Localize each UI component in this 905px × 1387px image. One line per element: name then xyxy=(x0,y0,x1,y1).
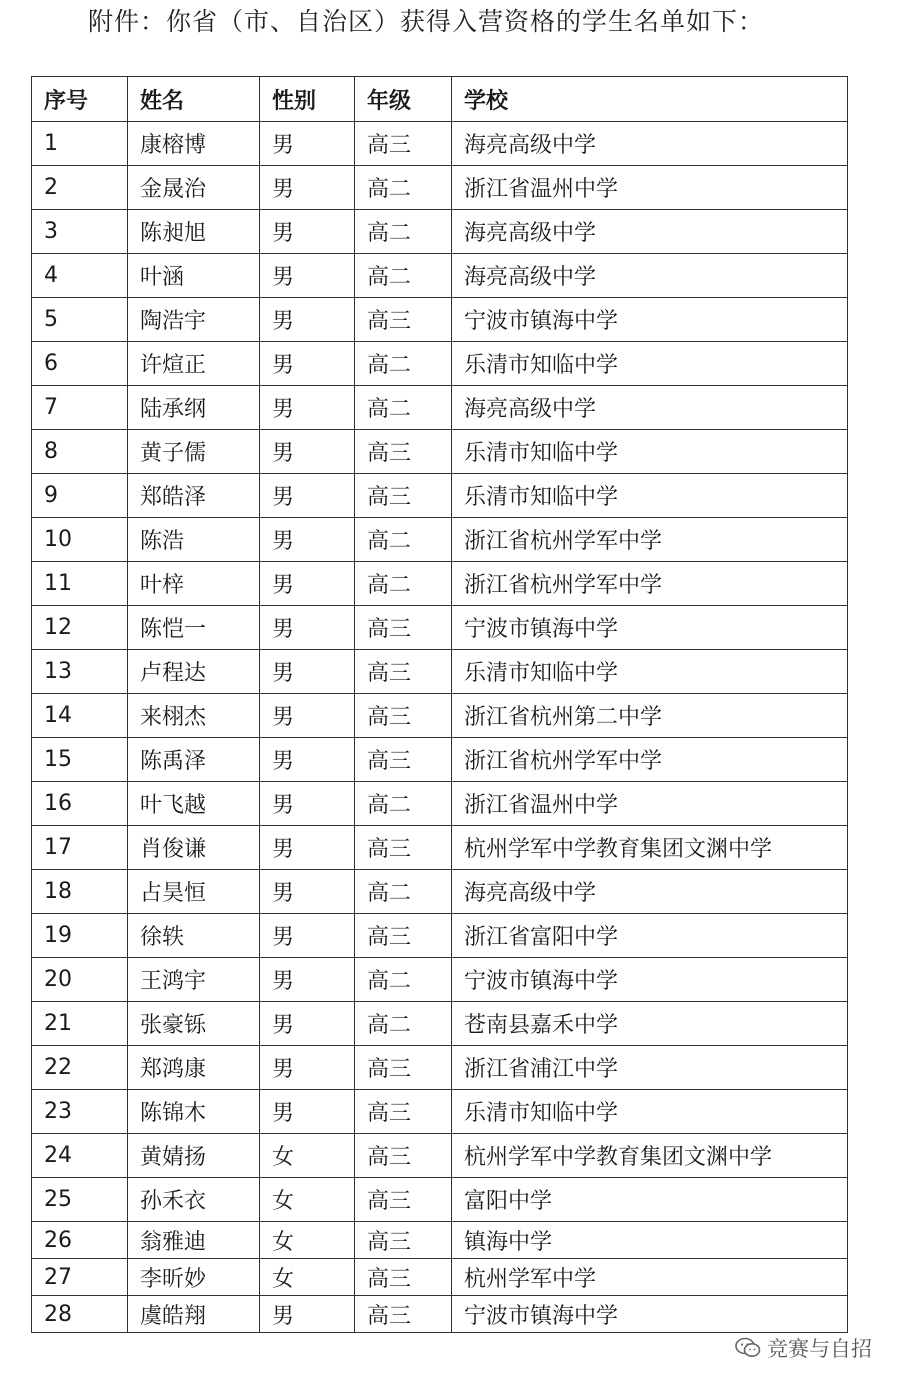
cell-name: 陈锦木 xyxy=(128,1090,260,1134)
table-row xyxy=(32,298,848,342)
cell-school: 海亮高级中学 xyxy=(452,122,848,166)
cell-grade: 高二 xyxy=(355,342,452,386)
cell-name: 郑鸿康 xyxy=(128,1046,260,1090)
cell-gender: 男 xyxy=(260,518,355,562)
table-row xyxy=(32,254,848,298)
table-row xyxy=(32,386,848,430)
watermark-text: 竞赛与自招 xyxy=(767,1337,872,1361)
cell-gender: 男 xyxy=(260,122,355,166)
cell-grade: 高二 xyxy=(355,166,452,210)
cell-grade: 高二 xyxy=(355,1002,452,1046)
cell-name: 康榕博 xyxy=(128,122,260,166)
cell-name: 陈昶旭 xyxy=(128,210,260,254)
cell-gender: 男 xyxy=(260,298,355,342)
cell-gender: 男 xyxy=(260,342,355,386)
cell-name: 占昊恒 xyxy=(128,870,260,914)
cell-grade: 高二 xyxy=(355,254,452,298)
cell-number: 5 xyxy=(32,298,128,342)
table-row xyxy=(32,342,848,386)
table-row xyxy=(32,1296,848,1333)
cell-grade: 高三 xyxy=(355,1222,452,1259)
cell-school: 乐清市知临中学 xyxy=(452,1090,848,1134)
cell-gender: 男 xyxy=(260,1046,355,1090)
cell-name: 李昕妙 xyxy=(128,1259,260,1296)
cell-school: 杭州学军中学教育集团文渊中学 xyxy=(452,826,848,870)
cell-school: 宁波市镇海中学 xyxy=(452,298,848,342)
cell-school: 苍南县嘉禾中学 xyxy=(452,1002,848,1046)
cell-name: 肖俊谦 xyxy=(128,826,260,870)
table-row xyxy=(32,738,848,782)
student-list-table xyxy=(31,76,848,1333)
cell-school: 海亮高级中学 xyxy=(452,254,848,298)
cell-name: 徐轶 xyxy=(128,914,260,958)
cell-school: 宁波市镇海中学 xyxy=(452,606,848,650)
table-row xyxy=(32,122,848,166)
cell-gender: 男 xyxy=(260,650,355,694)
cell-number: 2 xyxy=(32,166,128,210)
cell-number: 17 xyxy=(32,826,128,870)
cell-number: 15 xyxy=(32,738,128,782)
cell-number: 27 xyxy=(32,1259,128,1296)
cell-school: 乐清市知临中学 xyxy=(452,650,848,694)
cell-number: 12 xyxy=(32,606,128,650)
cell-school: 浙江省温州中学 xyxy=(452,166,848,210)
cell-gender: 女 xyxy=(260,1134,355,1178)
cell-number: 25 xyxy=(32,1178,128,1222)
cell-gender: 男 xyxy=(260,694,355,738)
cell-school: 海亮高级中学 xyxy=(452,870,848,914)
cell-number: 4 xyxy=(32,254,128,298)
cell-grade: 高三 xyxy=(355,914,452,958)
page-title: 附件：你省（市、自治区）获得入营资格的学生名单如下： xyxy=(88,7,765,36)
cell-name: 翁雅迪 xyxy=(128,1222,260,1259)
table-row xyxy=(32,166,848,210)
cell-number: 16 xyxy=(32,782,128,826)
table-row xyxy=(32,1222,848,1259)
header-gender: 性别 xyxy=(260,77,355,122)
cell-school: 乐清市知临中学 xyxy=(452,474,848,518)
cell-number: 6 xyxy=(32,342,128,386)
cell-name: 许煊正 xyxy=(128,342,260,386)
cell-grade: 高三 xyxy=(355,606,452,650)
cell-number: 19 xyxy=(32,914,128,958)
cell-gender: 男 xyxy=(260,1090,355,1134)
cell-school: 浙江省杭州学军中学 xyxy=(452,518,848,562)
cell-name: 黄婧扬 xyxy=(128,1134,260,1178)
cell-grade: 高三 xyxy=(355,1178,452,1222)
cell-name: 陈浩 xyxy=(128,518,260,562)
table-row xyxy=(32,1178,848,1222)
cell-gender: 男 xyxy=(260,606,355,650)
cell-school: 浙江省杭州第二中学 xyxy=(452,694,848,738)
table-row xyxy=(32,518,848,562)
cell-grade: 高二 xyxy=(355,958,452,1002)
cell-grade: 高三 xyxy=(355,474,452,518)
cell-number: 28 xyxy=(32,1296,128,1333)
table-header-row xyxy=(32,77,848,122)
cell-gender: 男 xyxy=(260,562,355,606)
table-row xyxy=(32,826,848,870)
cell-number: 26 xyxy=(32,1222,128,1259)
cell-school: 乐清市知临中学 xyxy=(452,342,848,386)
cell-grade: 高二 xyxy=(355,518,452,562)
cell-gender: 女 xyxy=(260,1178,355,1222)
table-row xyxy=(32,210,848,254)
wechat-icon xyxy=(735,1337,761,1359)
cell-school: 富阳中学 xyxy=(452,1178,848,1222)
cell-number: 10 xyxy=(32,518,128,562)
cell-number: 11 xyxy=(32,562,128,606)
cell-number: 24 xyxy=(32,1134,128,1178)
cell-number: 14 xyxy=(32,694,128,738)
table-row xyxy=(32,870,848,914)
table-row xyxy=(32,1259,848,1296)
cell-school: 浙江省富阳中学 xyxy=(452,914,848,958)
table-row xyxy=(32,958,848,1002)
cell-school: 浙江省浦江中学 xyxy=(452,1046,848,1090)
table-row xyxy=(32,562,848,606)
cell-number: 22 xyxy=(32,1046,128,1090)
cell-gender: 男 xyxy=(260,254,355,298)
cell-gender: 男 xyxy=(260,210,355,254)
cell-name: 来栩杰 xyxy=(128,694,260,738)
cell-grade: 高二 xyxy=(355,782,452,826)
cell-number: 20 xyxy=(32,958,128,1002)
cell-gender: 男 xyxy=(260,474,355,518)
cell-gender: 女 xyxy=(260,1259,355,1296)
cell-number: 7 xyxy=(32,386,128,430)
table-row xyxy=(32,650,848,694)
cell-grade: 高二 xyxy=(355,562,452,606)
cell-name: 孙禾衣 xyxy=(128,1178,260,1222)
cell-name: 卢程达 xyxy=(128,650,260,694)
cell-grade: 高三 xyxy=(355,122,452,166)
table-row xyxy=(32,1090,848,1134)
cell-school: 海亮高级中学 xyxy=(452,386,848,430)
cell-gender: 男 xyxy=(260,738,355,782)
cell-gender: 男 xyxy=(260,782,355,826)
cell-school: 宁波市镇海中学 xyxy=(452,1296,848,1333)
cell-name: 陈禹泽 xyxy=(128,738,260,782)
cell-grade: 高三 xyxy=(355,1134,452,1178)
cell-number: 18 xyxy=(32,870,128,914)
cell-name: 王鸿宇 xyxy=(128,958,260,1002)
table-row xyxy=(32,430,848,474)
cell-name: 叶梓 xyxy=(128,562,260,606)
cell-gender: 男 xyxy=(260,958,355,1002)
cell-number: 21 xyxy=(32,1002,128,1046)
cell-grade: 高二 xyxy=(355,386,452,430)
cell-name: 陈恺一 xyxy=(128,606,260,650)
cell-school: 杭州学军中学 xyxy=(452,1259,848,1296)
cell-school: 海亮高级中学 xyxy=(452,210,848,254)
cell-number: 23 xyxy=(32,1090,128,1134)
cell-number: 13 xyxy=(32,650,128,694)
cell-grade: 高三 xyxy=(355,1259,452,1296)
cell-gender: 男 xyxy=(260,870,355,914)
cell-gender: 男 xyxy=(260,166,355,210)
cell-gender: 女 xyxy=(260,1222,355,1259)
cell-grade: 高三 xyxy=(355,826,452,870)
cell-number: 1 xyxy=(32,122,128,166)
cell-gender: 男 xyxy=(260,1296,355,1333)
cell-name: 虞皓翔 xyxy=(128,1296,260,1333)
cell-school: 杭州学军中学教育集团文渊中学 xyxy=(452,1134,848,1178)
cell-grade: 高三 xyxy=(355,650,452,694)
cell-name: 郑皓泽 xyxy=(128,474,260,518)
table-row xyxy=(32,1134,848,1178)
account-watermark xyxy=(735,1333,872,1363)
cell-name: 黄子儒 xyxy=(128,430,260,474)
table-row xyxy=(32,1046,848,1090)
cell-grade: 高三 xyxy=(355,430,452,474)
cell-grade: 高二 xyxy=(355,210,452,254)
cell-gender: 男 xyxy=(260,826,355,870)
cell-number: 3 xyxy=(32,210,128,254)
cell-name: 张豪铄 xyxy=(128,1002,260,1046)
cell-gender: 男 xyxy=(260,430,355,474)
header-grade: 年级 xyxy=(355,77,452,122)
header-name: 姓名 xyxy=(128,77,260,122)
cell-school: 乐清市知临中学 xyxy=(452,430,848,474)
table-row xyxy=(32,914,848,958)
cell-name: 陆承纲 xyxy=(128,386,260,430)
cell-number: 8 xyxy=(32,430,128,474)
cell-school: 浙江省温州中学 xyxy=(452,782,848,826)
cell-grade: 高三 xyxy=(355,298,452,342)
cell-name: 金晟治 xyxy=(128,166,260,210)
cell-grade: 高二 xyxy=(355,870,452,914)
cell-number: 9 xyxy=(32,474,128,518)
cell-name: 陶浩宇 xyxy=(128,298,260,342)
table-row xyxy=(32,782,848,826)
cell-gender: 男 xyxy=(260,914,355,958)
cell-school: 浙江省杭州学军中学 xyxy=(452,562,848,606)
table-row xyxy=(32,606,848,650)
cell-name: 叶涵 xyxy=(128,254,260,298)
cell-gender: 男 xyxy=(260,386,355,430)
table-row xyxy=(32,694,848,738)
cell-school: 宁波市镇海中学 xyxy=(452,958,848,1002)
cell-grade: 高三 xyxy=(355,694,452,738)
header-school: 学校 xyxy=(452,77,848,122)
cell-grade: 高三 xyxy=(355,1296,452,1333)
cell-gender: 男 xyxy=(260,1002,355,1046)
cell-grade: 高三 xyxy=(355,738,452,782)
table-row xyxy=(32,474,848,518)
table-body xyxy=(32,122,848,1333)
cell-school: 镇海中学 xyxy=(452,1222,848,1259)
cell-name: 叶飞越 xyxy=(128,782,260,826)
cell-grade: 高三 xyxy=(355,1090,452,1134)
cell-grade: 高三 xyxy=(355,1046,452,1090)
cell-school: 浙江省杭州学军中学 xyxy=(452,738,848,782)
table-row xyxy=(32,1002,848,1046)
header-number: 序号 xyxy=(32,77,128,122)
